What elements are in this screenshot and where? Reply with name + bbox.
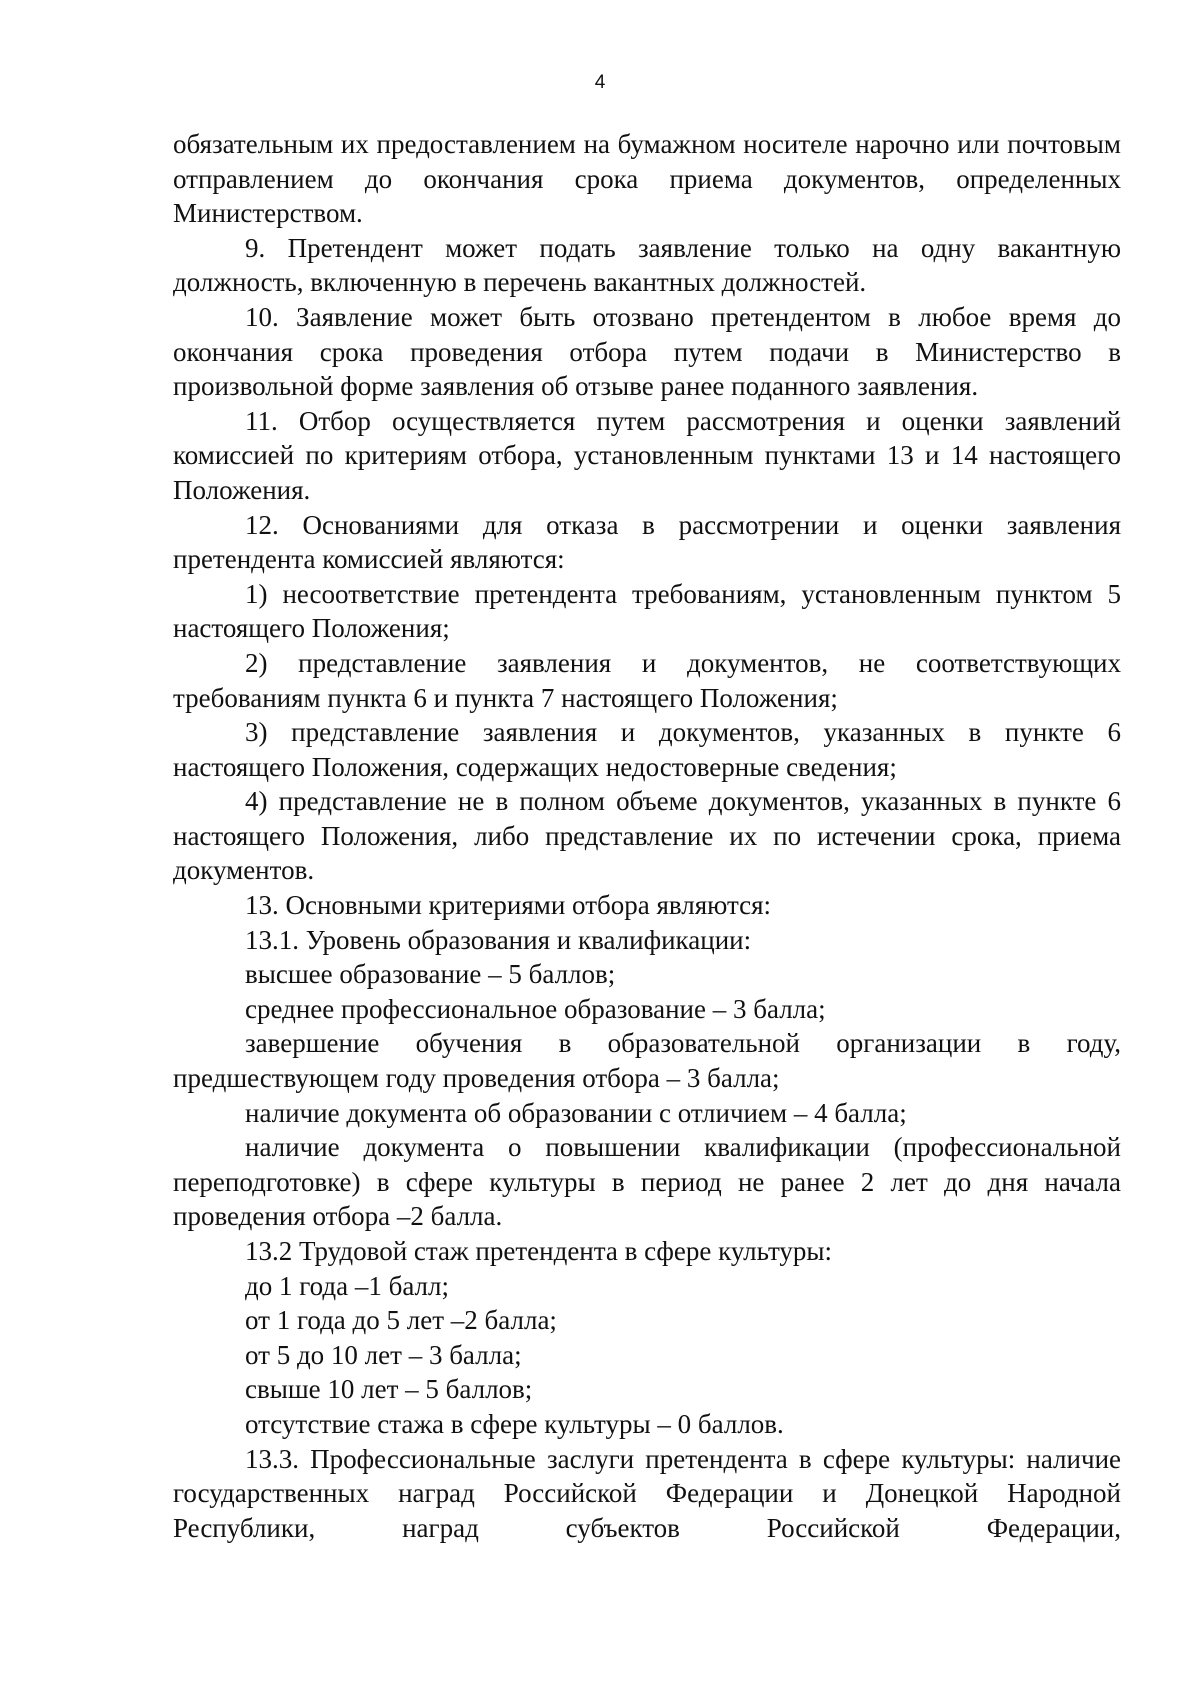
criterion-graduation-year: завершение обучения в образовательной организации в году, предшествующем году проведения отбора – 3 балла;: [173, 1028, 1121, 1094]
paragraph-item-10: 10. Заявление может быть отозвано претендентом в любое время до окончания срока проведения отбора путем подачи в Министерство в произвольной форме заявления об отзыве ранее поданного заявления.: [173, 301, 1121, 402]
paragraph-item-11: 11. Отбор осуществляется путем рассмотрения и оценки заявлений комиссией по критериям отбора, установленным пунктами 13 и 14 настоящего Положения.: [173, 405, 1121, 505]
paragraph-item-12-2: 2) представление заявления и документов, не соответствующих требованиям пункта 6 и пункта 7 настоящего Положения;: [173, 647, 1121, 713]
criterion-honors-diploma: наличие документа об образовании с отличием – 4 балла;: [245, 1097, 907, 1128]
paragraph-item-12-1: 1) несоответствие претендента требованиям, установленным пунктом 5 настоящего Положения;: [173, 578, 1121, 644]
paragraph-item-12: 12. Основаниями для отказа в рассмотрении и оценки заявления претендента комиссией являются:: [173, 509, 1121, 575]
paragraph-item-13-1: 13.1. Уровень образования и квалификации:: [245, 924, 752, 955]
document-body: [173, 127, 1121, 1545]
paragraph-item-13-3: 13.3. Профессиональные заслуги претендента в сфере культуры: наличие государственных наград Российской Федерации и Донецкой Народной Республики, наград субъектов Российской Федерации,: [173, 1443, 1121, 1543]
criterion-higher-education: высшее образование – 5 баллов;: [245, 959, 616, 990]
criterion-experience-over-10: свыше 10 лет – 5 баллов;: [245, 1374, 533, 1405]
criterion-qualification-upgrade: наличие документа о повышении квалификации (профессиональной переподготовке) в сфере культуры в период не ранее 2 лет до дня начала проведения отбора –2 балла.: [173, 1132, 1121, 1232]
criterion-experience-1-5: от 1 года до 5 лет –2 балла;: [245, 1305, 557, 1336]
paragraph-item-12-4: 4) представление не в полном объеме документов, указанных в пункте 6 настоящего Положения, либо представление их по истечении срока, приема документов.: [173, 786, 1121, 886]
paragraph-continuation: обязательным их предоставлением на бумажном носителе нарочно или почтовым отправлением до окончания срока приема документов, определенных Министерством.: [173, 129, 1121, 229]
criterion-experience-5-10: от 5 до 10 лет – 3 балла;: [245, 1339, 522, 1370]
criterion-secondary-education: среднее профессиональное образование – 3 балла;: [245, 993, 826, 1024]
criterion-no-experience: отсутствие стажа в сфере культуры – 0 баллов.: [245, 1408, 784, 1439]
paragraph-item-12-3: 3) представление заявления и документов, указанных в пункте 6 настоящего Положения, содержащих недостоверные сведения;: [173, 717, 1121, 782]
paragraph-item-13: 13. Основными критериями отбора являются:: [245, 890, 772, 921]
page-number: 4: [594, 72, 606, 93]
paragraph-item-9: 9. Претендент может подать заявление только на одну вакантную должность, включенную в перечень вакантных должностей.: [173, 232, 1121, 298]
criterion-experience-under-1: до 1 года –1 балл;: [245, 1270, 449, 1301]
paragraph-item-13-2: 13.2 Трудовой стаж претендента в сфере культуры:: [245, 1236, 833, 1266]
